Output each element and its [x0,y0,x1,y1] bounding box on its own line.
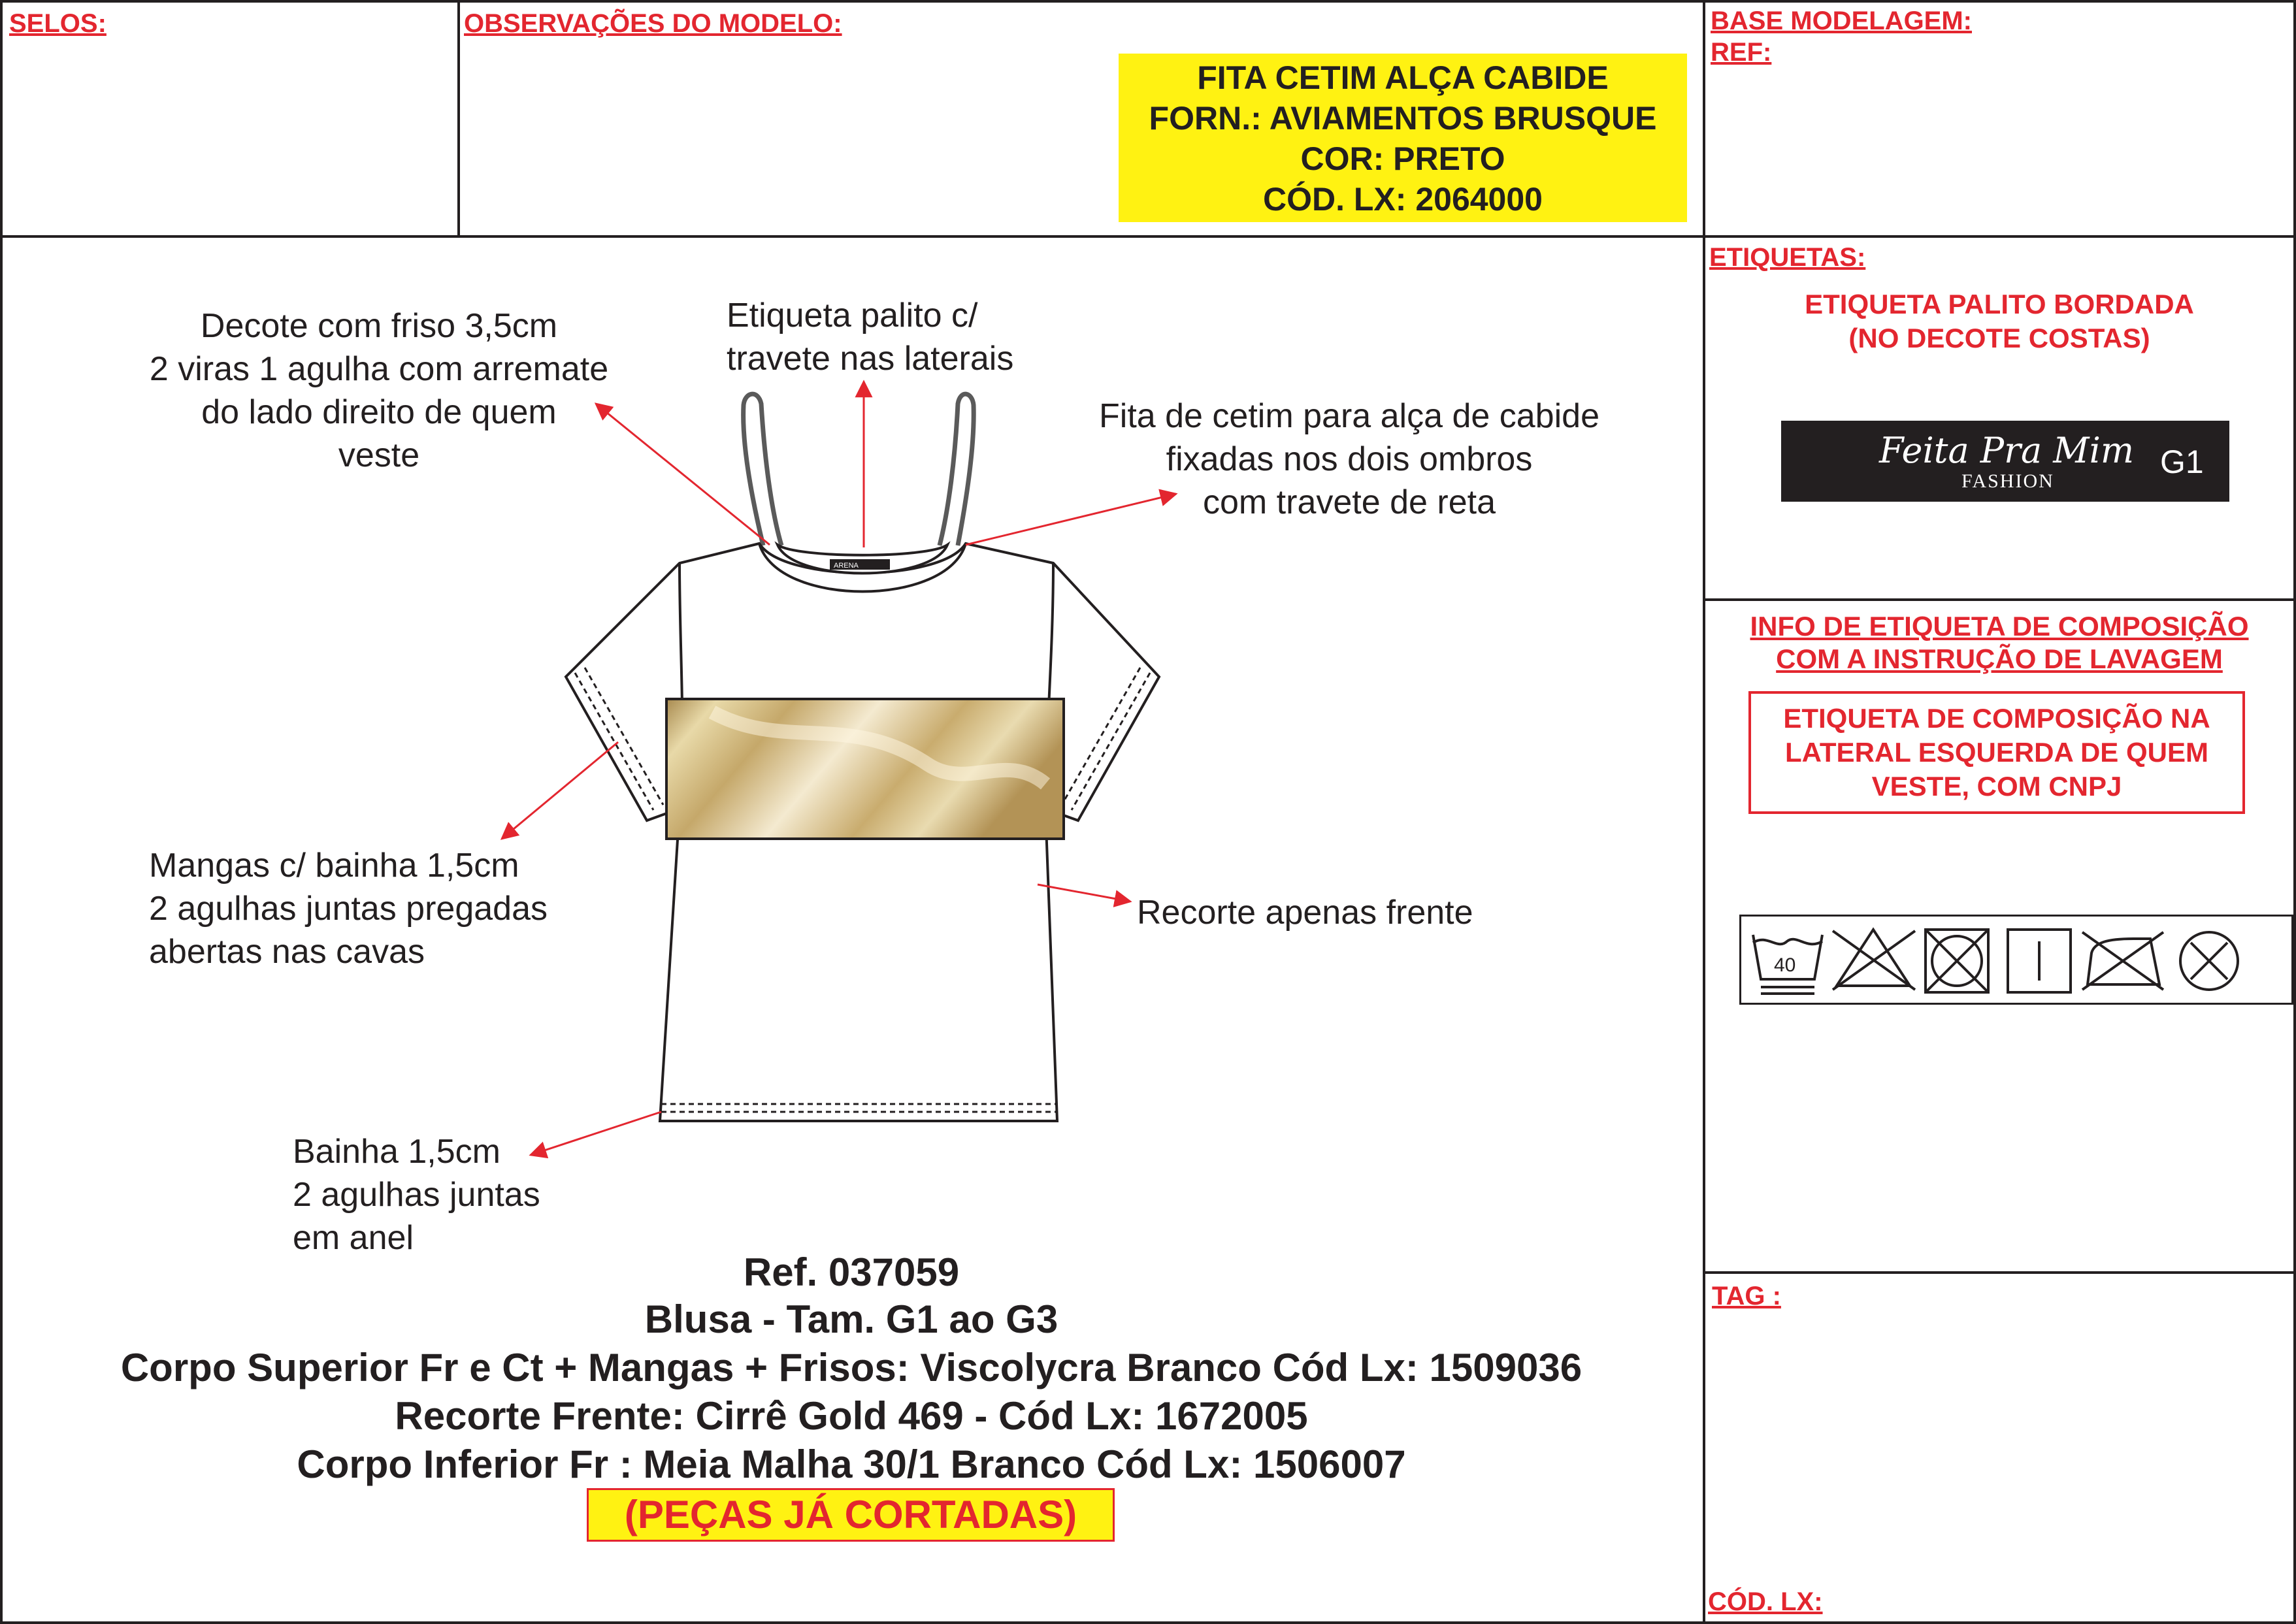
size-label: G1 [2160,444,2204,480]
product-ref: Ref. 037059 [743,1250,960,1294]
brand-label-preview [1781,421,2229,502]
bainha-arrow [531,1112,661,1155]
note-line: Decote com friso 3,5cm [200,307,558,345]
wash-temp: 40 [1774,954,1796,976]
note-line: fixadas nos dois ombros [1166,440,1533,478]
brand-sub: FASHION [1961,470,2054,492]
collar-label-text: ARENA [834,562,859,570]
wash-40-icon [1753,935,1822,994]
etiqueta-line: ETIQUETA PALITO BORDADA [1805,289,2194,319]
fita-note-line: FITA CETIM ALÇA CABIDE [1197,59,1609,96]
material-line-2: Recorte Frente: Cirrê Gold 469 - Cód Lx: 1672005 [395,1394,1308,1438]
note-line: 2 agulhas juntas pregadas [149,890,548,928]
etiquetas-label: ETIQUETAS: [1709,243,1866,272]
mangas-note [149,844,548,973]
no-dry-clean-icon [2180,932,2238,990]
brand-script: Feita Pra Mim [1879,430,2135,471]
product-name: Blusa - Tam. G1 ao G3 [644,1297,1058,1341]
composicao-title [1703,610,2296,675]
recorte-note: Recorte apenas frente [1137,894,1473,932]
etiqueta-palito-title [1703,287,2296,355]
decote-note [111,304,647,477]
no-tumble-dry-icon [1926,930,1988,992]
note-line: com travete de reta [1203,483,1496,521]
fita-note-line: CÓD. LX: 2064000 [1263,181,1543,218]
no-iron-icon [2082,932,2163,990]
material-line-3: Corpo Inferior Fr : Meia Malha 30/1 Branco Cód Lx: 1506007 [297,1442,1406,1486]
composicao-title-line: INFO DE ETIQUETA DE COMPOSIÇÃO [1750,611,2249,641]
note-line: 2 viras 1 agulha com arremate [149,350,609,388]
note-line: do lado direito de quem [201,393,557,431]
note-line: Etiqueta palito c/ [727,297,978,334]
left-hanger-strap [744,394,781,545]
composicao-line: LATERAL ESQUERDA DE QUEM [1785,737,2208,768]
note-line: abertas nas cavas [149,933,425,971]
bainha-note [293,1130,540,1259]
observacoes-label: OBSERVAÇÕES DO MODELO: [464,9,842,38]
note-line: veste [338,436,420,474]
base-modelagem-label: BASE MODELAGEM: [1711,7,1972,35]
mangas-arrow [502,742,618,839]
etiqueta-palito-note [727,294,1013,380]
composicao-line: ETIQUETA DE COMPOSIÇÃO NA [1783,703,2210,734]
right-hanger-strap [940,394,974,545]
note-line: Mangas c/ bainha 1,5cm [149,847,519,885]
fita-cetim-note-text [1045,395,1653,524]
care-symbols-strip [1739,915,2293,1005]
no-bleach-icon [1833,930,1915,990]
fita-note-line: FORN.: AVIAMENTOS BRUSQUE [1149,100,1657,137]
note-line: travete nas laterais [727,340,1014,378]
composicao-line: VESTE, COM CNPJ [1871,771,2122,802]
ref-label: REF: [1711,38,1772,67]
note-line: Fita de cetim para alça de cabide [1099,397,1599,435]
warning-pecas-cortadas: (PEÇAS JÁ CORTADAS) [587,1488,1115,1542]
recorte-arrow [1038,885,1130,901]
composicao-box [1748,691,2245,814]
selos-label: SELOS: [9,9,107,38]
note-line: 2 agulhas juntas [293,1176,540,1214]
note-line: Bainha 1,5cm [293,1133,500,1171]
material-line-1: Corpo Superior Fr e Ct + Mangas + Frisos: Viscolycra Branco Cód Lx: 1509036 [120,1346,1583,1389]
fita-note-line: COR: PRETO [1300,140,1505,177]
cod-lx-label: CÓD. LX: [1708,1587,1823,1616]
tag-label: TAG : [1712,1282,1781,1310]
composicao-title-line: COM A INSTRUÇÃO DE LAVAGEM [1776,643,2223,674]
note-line: em anel [293,1219,414,1257]
line-dry-icon [2008,930,2071,992]
etiqueta-line: (NO DECOTE COSTAS) [1848,323,2150,353]
